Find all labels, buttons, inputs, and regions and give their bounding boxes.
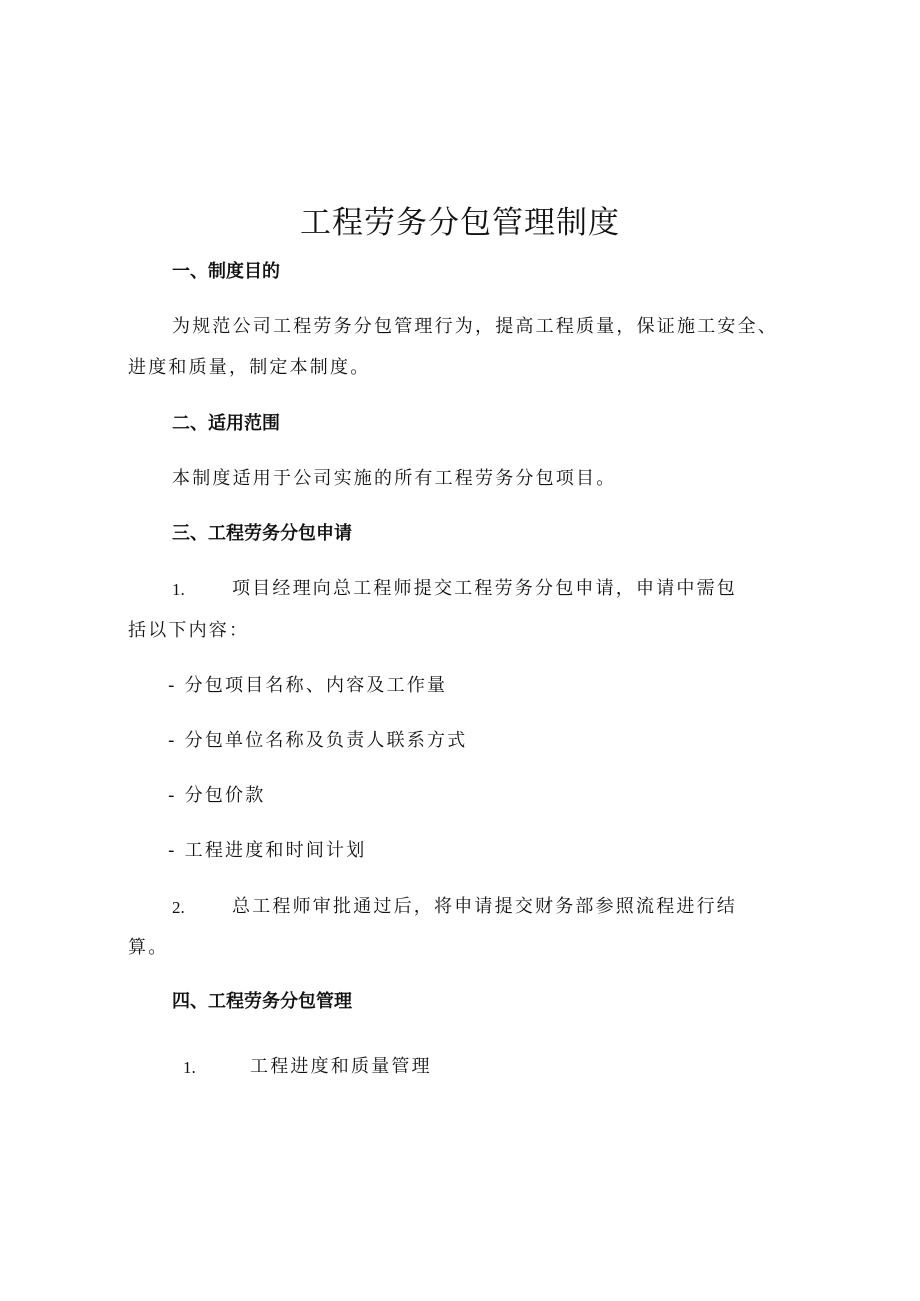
- list-item-number: 1.: [172, 580, 185, 599]
- list-item-text: 工程进度和质量管理: [250, 1056, 432, 1077]
- list-item-text: 算。: [128, 937, 169, 958]
- section-heading-management: 四、工程劳务分包管理: [172, 991, 352, 1012]
- bullet-item: - 工程进度和时间计划: [168, 840, 367, 861]
- section-heading-scope: 二、适用范围: [172, 413, 280, 434]
- list-item-text: 总工程师审批通过后，将申请提交财务部参照流程进行结: [232, 896, 737, 917]
- list-item-text: 项目经理向总工程师提交工程劳务分包申请，申请中需包: [232, 578, 737, 599]
- paragraph: 本制度适用于公司实施的所有工程劳务分包项目。: [172, 468, 617, 489]
- page-title: 工程劳务分包管理制度: [300, 205, 620, 241]
- list-item-number: 1.: [183, 1058, 196, 1077]
- paragraph-line: 为规范公司工程劳务分包管理行为，提高工程质量，保证施工安全、: [172, 316, 778, 337]
- section-heading-application: 三、工程劳务分包申请: [172, 523, 352, 544]
- bullet-item: - 分包项目名称、内容及工作量: [168, 675, 448, 696]
- list-item-text: 括以下内容：: [128, 620, 250, 641]
- list-item-number: 2.: [172, 898, 185, 917]
- paragraph-line: 进度和质量，制定本制度。: [128, 357, 371, 378]
- section-heading-purpose: 一、制度目的: [172, 261, 280, 282]
- bullet-item: - 分包单位名称及负责人联系方式: [168, 730, 468, 751]
- bullet-item: - 分包价款: [168, 785, 266, 806]
